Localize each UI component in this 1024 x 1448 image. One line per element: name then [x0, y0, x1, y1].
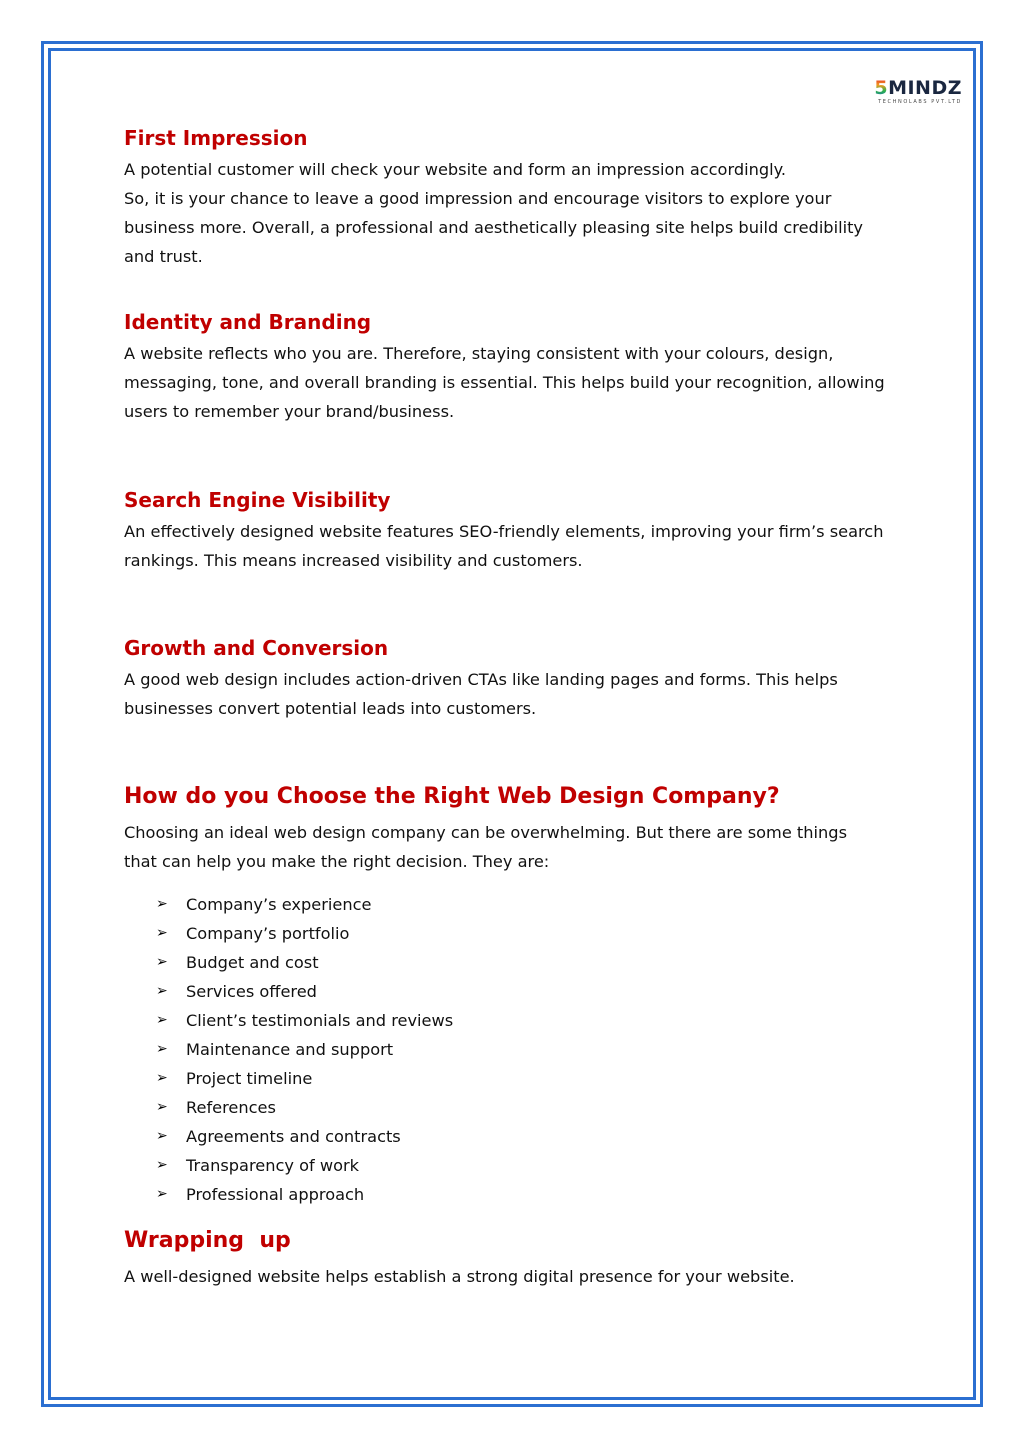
- logo-wordmark: [874, 78, 962, 98]
- text-line: So, it is your chance to leave a good impression and encourage visitors to explore your: [124, 189, 832, 208]
- paragraph-growth-conversion: [124, 665, 914, 723]
- arrowhead-bullet-icon: ➢: [156, 925, 168, 942]
- text-line: users to remember your brand/business.: [124, 402, 455, 421]
- arrowhead-bullet-icon: ➢: [156, 1128, 168, 1145]
- paragraph-identity-branding: [124, 339, 914, 426]
- text-line: An effectively designed website features SEO-friendly elements, improving your firm’s search: [124, 522, 884, 541]
- arrowhead-bullet-icon: ➢: [156, 1070, 168, 1087]
- list-item-text: Company’s portfolio: [186, 924, 350, 944]
- paragraph-search-engine-visibility: [124, 517, 914, 575]
- text-line: A good web design includes action-driven CTAs like landing pages and forms. This helps: [124, 670, 838, 689]
- heading-growth-conversion: Growth and Conversion: [124, 636, 389, 660]
- text-line: that can help you make the right decision. They are:: [124, 852, 550, 871]
- text-line: messaging, tone, and overall branding is essential. This helps build your recognition, allowing: [124, 373, 885, 392]
- text-line: A website reflects who you are. Therefore, staying consistent with your colours, design,: [124, 344, 834, 363]
- heading-search-engine-visibility: Search Engine Visibility: [124, 488, 391, 512]
- arrowhead-bullet-icon: ➢: [156, 954, 168, 971]
- list-item-text: Professional approach: [186, 1185, 365, 1205]
- paragraph-choose-company: [124, 818, 914, 876]
- paragraph-wrapping-up: [124, 1262, 914, 1291]
- arrowhead-bullet-icon: ➢: [156, 1157, 168, 1174]
- list-item-text: Project timeline: [186, 1069, 313, 1089]
- list-item-text: Client’s testimonials and reviews: [186, 1011, 454, 1031]
- logo-five: 5: [874, 77, 889, 99]
- list-item-text: Transparency of work: [186, 1156, 360, 1176]
- list-item-text: References: [186, 1098, 276, 1118]
- text-line: and trust.: [124, 247, 203, 266]
- heading-choose-company: How do you Choose the Right Web Design Company?: [124, 784, 780, 809]
- heading-identity-branding: Identity and Branding: [124, 310, 372, 334]
- list-item-text: Services offered: [186, 982, 317, 1002]
- text-line: businesses convert potential leads into customers.: [124, 699, 537, 718]
- arrowhead-bullet-icon: ➢: [156, 1099, 168, 1116]
- text-line: Choosing an ideal web design company can be overwhelming. But there are some things: [124, 823, 847, 842]
- arrowhead-bullet-icon: ➢: [156, 983, 168, 1000]
- heading-first-impression: First Impression: [124, 126, 308, 150]
- arrowhead-bullet-icon: ➢: [156, 1041, 168, 1058]
- list-item-text: Budget and cost: [186, 953, 319, 973]
- heading-wrapping-up: Wrapping up: [124, 1228, 291, 1253]
- list-item-text: Agreements and contracts: [186, 1127, 401, 1147]
- text-line: rankings. This means increased visibility and customers.: [124, 551, 583, 570]
- arrowhead-bullet-icon: ➢: [156, 1012, 168, 1029]
- paragraph-first-impression: [124, 155, 914, 271]
- company-logo: [874, 78, 962, 105]
- text-line: business more. Overall, a professional and aesthetically pleasing site helps build credibility: [124, 218, 864, 237]
- text-line: A well-designed website helps establish a strong digital presence for your website.: [124, 1267, 795, 1286]
- list-item-text: Maintenance and support: [186, 1040, 394, 1060]
- logo-tagline: TECHNOLABS PVT.LTD: [878, 99, 962, 105]
- list-item-text: Company’s experience: [186, 895, 372, 914]
- text-line: A potential customer will check your website and form an impression accordingly.: [124, 160, 787, 179]
- arrowhead-bullet-icon: ➢: [156, 1186, 168, 1203]
- arrowhead-bullet-icon: ➢: [156, 896, 168, 912]
- logo-word: MINDZ: [888, 77, 962, 99]
